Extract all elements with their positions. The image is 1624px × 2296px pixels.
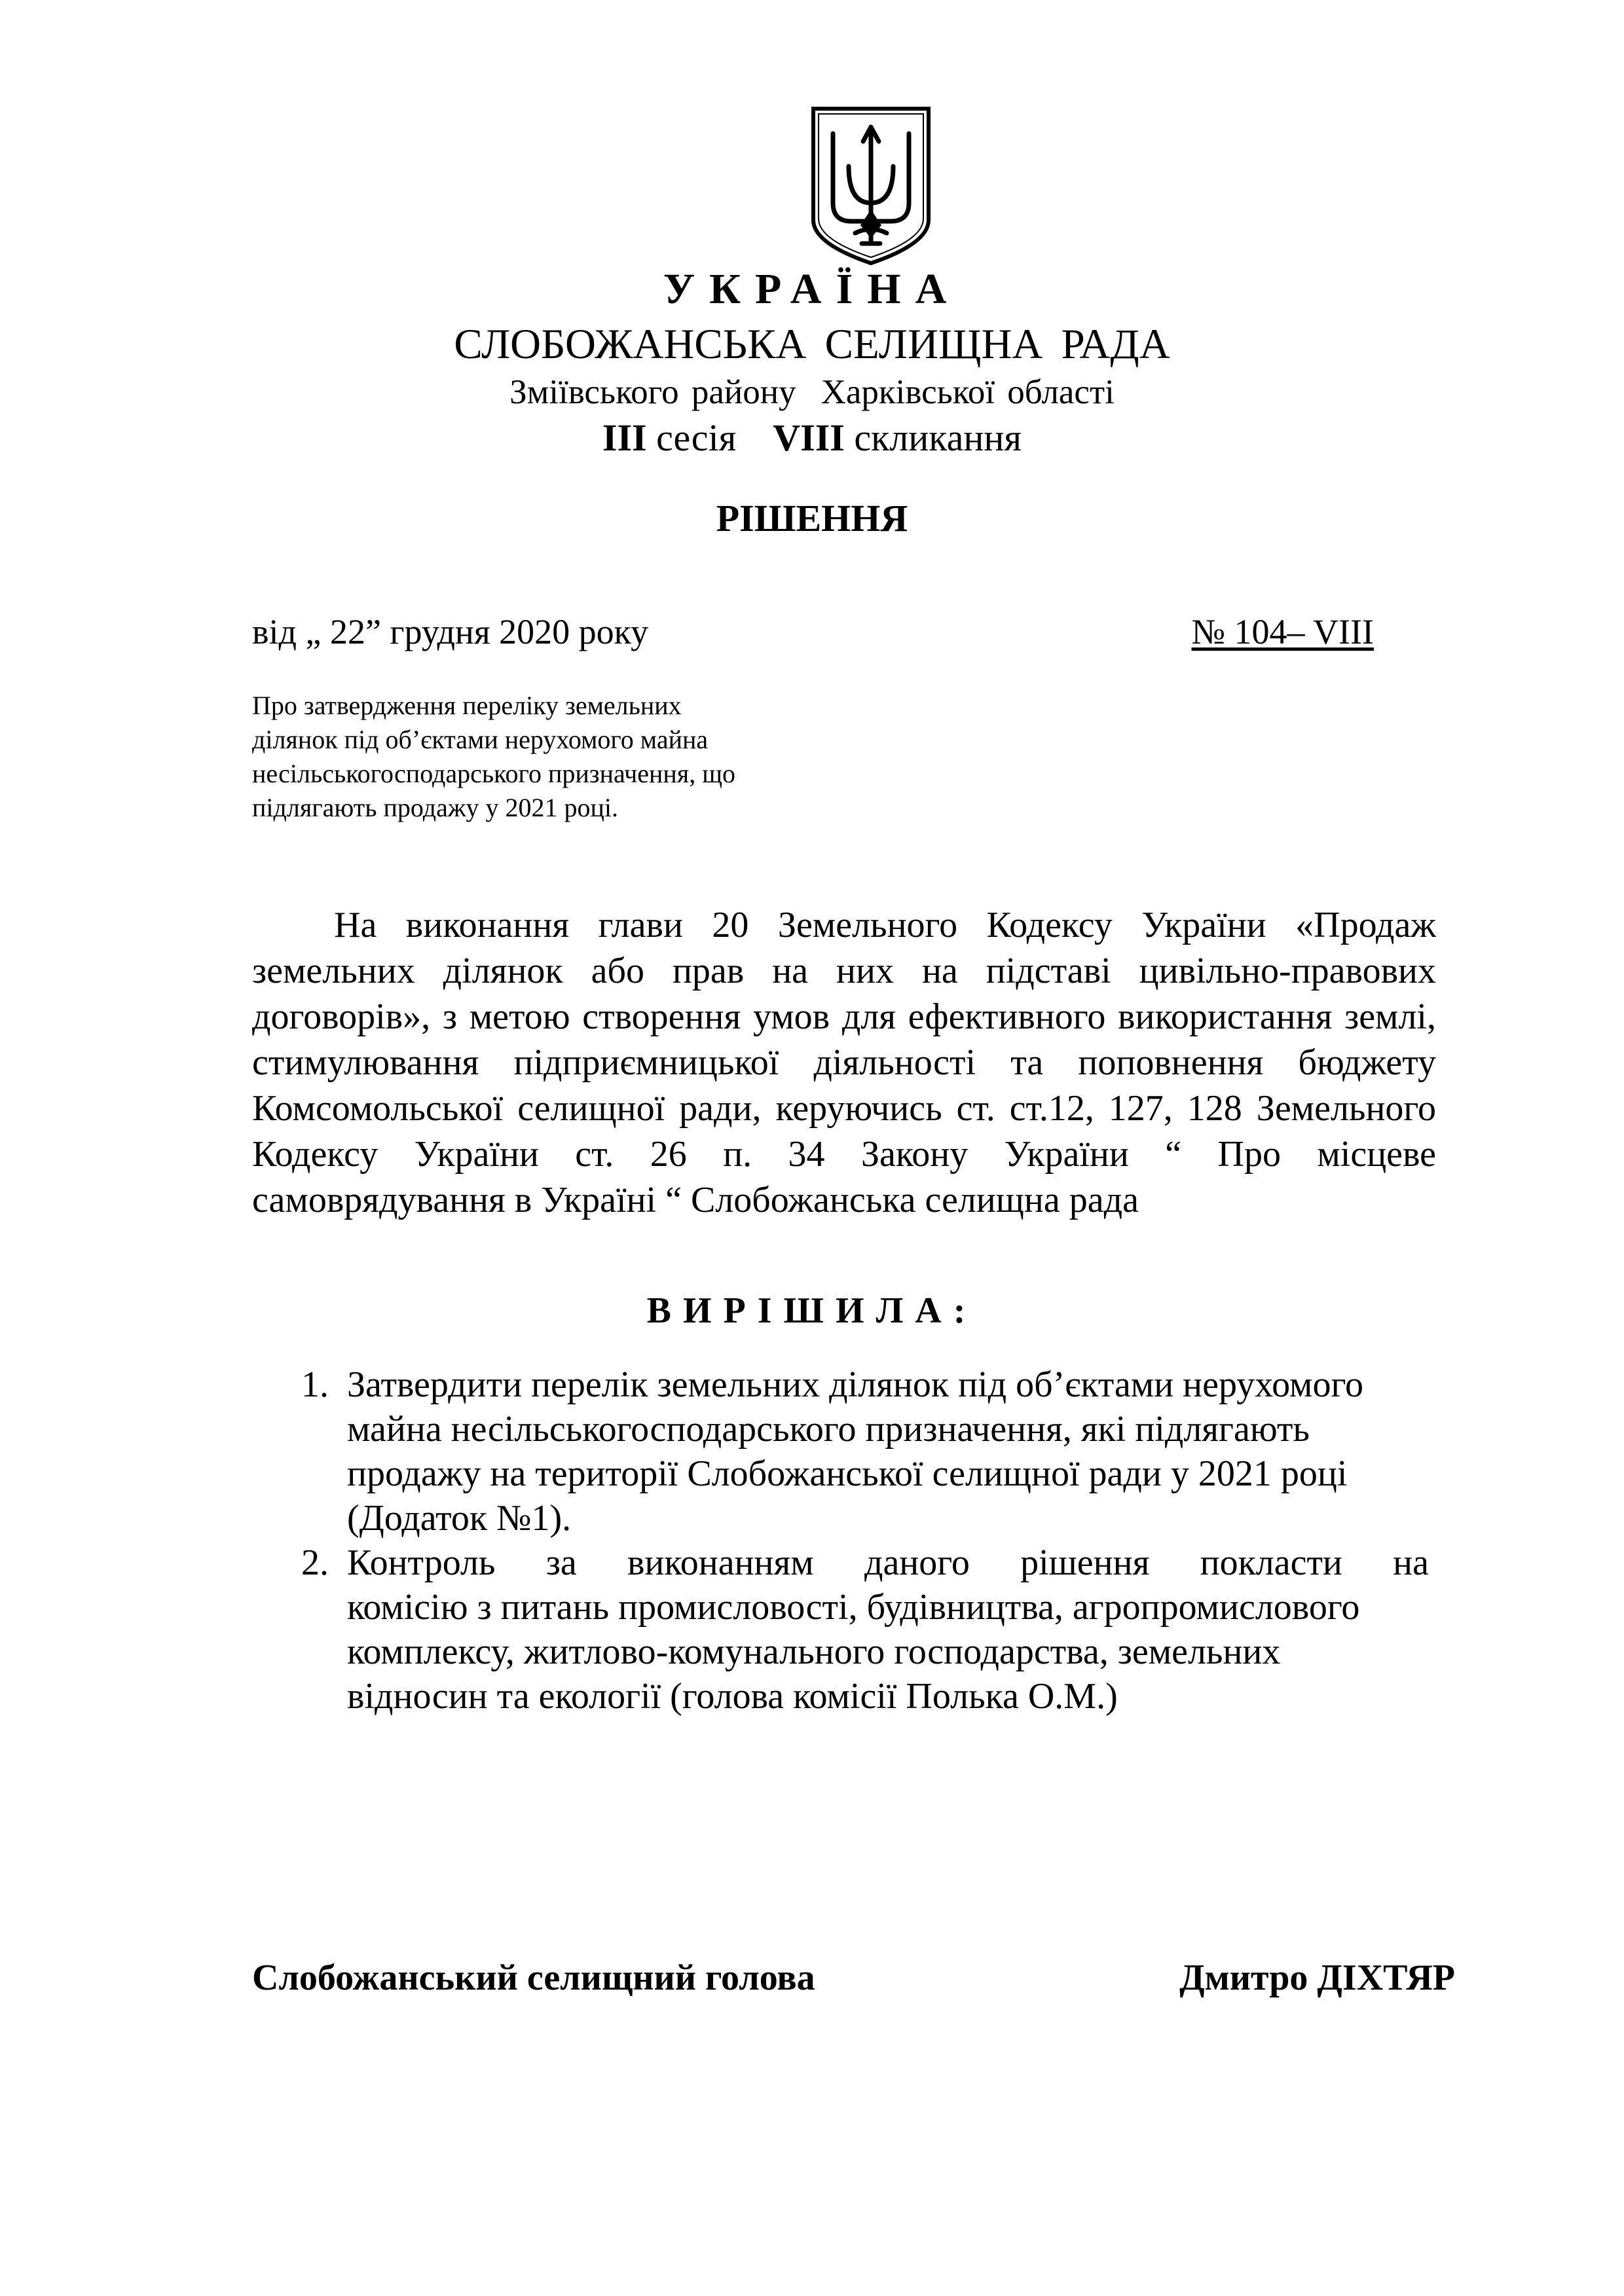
intro-line: На виконання глави 20 Земельного Кодексу України «Продаж <box>334 905 1436 945</box>
region-name: Харківської області <box>821 373 1115 411</box>
session-line <box>0 414 1624 462</box>
item-line: продажу на території Слобожанської селищної ради у 2021 році <box>347 1453 1348 1494</box>
signatory-name: Дмитро ДІХТЯР <box>1179 1958 1455 1998</box>
country-name: УКРАЇНА <box>663 265 961 313</box>
district-line <box>0 371 1624 414</box>
council-name: СЛОБОЖАНСЬКА СЕЛИЩНА РАДА <box>454 321 1170 368</box>
convocation-number: VIII <box>773 416 845 459</box>
subject-line: підлягають продажу у 2021 році. <box>252 793 618 822</box>
decision-item-2 <box>301 1540 1428 1719</box>
item-line: майна несільськогосподарського призначення, які підлягають <box>347 1409 1310 1449</box>
intro-paragraph <box>252 902 1436 1223</box>
coat-of-arms-icon <box>809 105 932 267</box>
convocation-word: скликання <box>854 416 1022 459</box>
subject-line: Про затвердження переліку земельних <box>252 691 682 720</box>
decision-date: від „ 22” грудня 2020 року <box>252 612 649 651</box>
decision-item-1 <box>301 1362 1428 1540</box>
signatory-position: Слобожанський селищний голова <box>252 1958 815 1998</box>
intro-line: Кодексу України ст. 26 п. 34 Закону України “ Про місцеве <box>252 1134 1436 1175</box>
session-word: сесія <box>656 416 737 459</box>
decided-heading: ВИРІШИЛА: <box>646 1290 978 1331</box>
item-line: Затвердити перелік земельних ділянок під об’єктами нерухомого <box>347 1364 1364 1405</box>
intro-line: Комсомольської селищної ради, керуючись ст. ст.12, 127, 128 Земельного <box>252 1088 1436 1129</box>
item-number: 2. <box>301 1542 329 1583</box>
item-line: комісію з питань промисловості, будівництва, агропромислового <box>347 1587 1360 1628</box>
document-title: РІШЕННЯ <box>716 497 908 539</box>
intro-line: земельних ділянок або прав на них на підставі цивільно-правових <box>252 951 1436 991</box>
item-line: відносин та екології (голова комісії Полька О.М.) <box>347 1676 1118 1717</box>
subject-line: несільськогосподарського призначення, що <box>252 759 736 788</box>
decision-subject <box>252 689 894 825</box>
item-line: (Додаток №1). <box>347 1498 572 1539</box>
intro-line: самоврядування в Україні “ Слобожанська селищна рада <box>252 1180 1139 1220</box>
intro-line: стимулювання підприємницької діяльності та поповнення бюджету <box>252 1042 1436 1083</box>
decision-number: № 104– VIII <box>1191 612 1374 651</box>
item-line: Контроль за виконанням даного рішення покласти на <box>347 1542 1429 1583</box>
item-line: комплексу, житлово-комунального господарства, земельних <box>347 1631 1281 1672</box>
decision-items <box>301 1362 1428 1719</box>
item-number: 1. <box>301 1364 329 1405</box>
district-name: Зміївського району <box>509 373 796 411</box>
subject-line: ділянок під об’єктами нерухомого майна <box>252 725 709 754</box>
session-number: ІІІ <box>602 416 647 459</box>
intro-line: договорів», з метою створення умов для ефективного використання землі, <box>252 996 1436 1037</box>
